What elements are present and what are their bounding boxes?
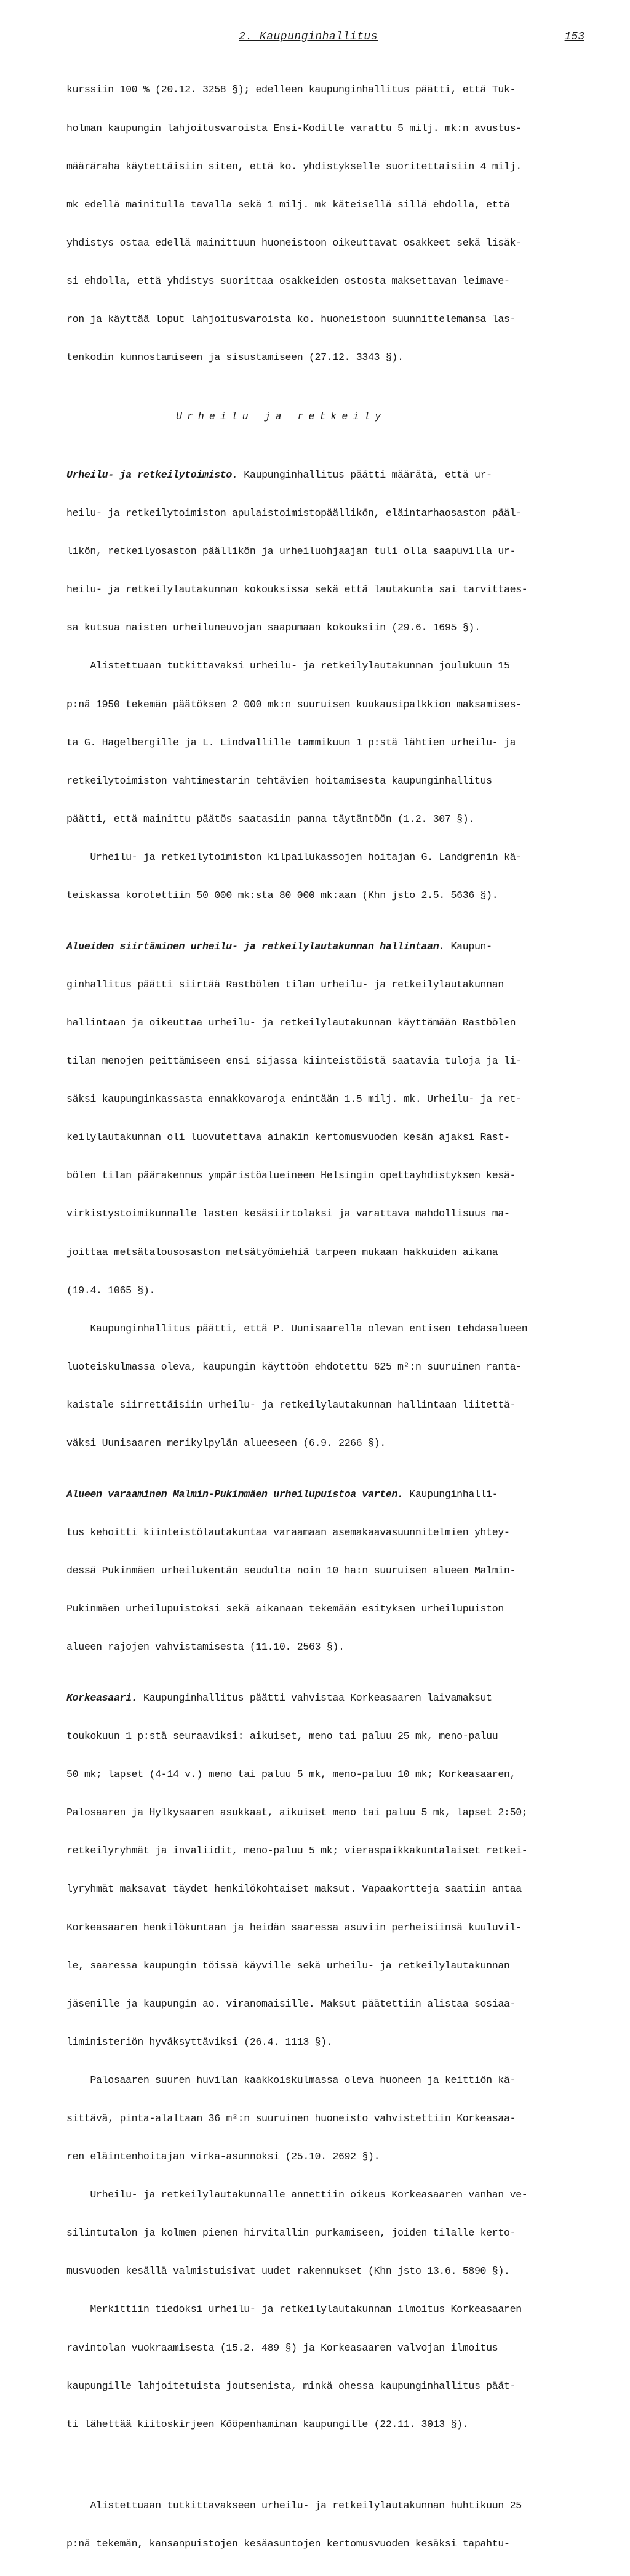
- text-line: teiskassa korotettiin 50 000 mk:sta 80 000 mk:aan (Khn jsto 2.5. 5636 §).: [66, 889, 498, 901]
- text-line: dessä Pukinmäen urheilukentän seudulta noin 10 ha:n suuruisen alueen Malmin-: [66, 1565, 516, 1576]
- text-line: sa kutsua naisten urheiluneuvojan saapumaan kokouksiin (29.6. 1695 §).: [66, 622, 480, 634]
- text-line: yhdistys ostaa edellä mainittuun huoneistoon oikeuttavat osakkeet sekä lisäk-: [66, 236, 522, 249]
- text-line: retkeilytoimiston vahtimestarin tehtävien hoitamisesta kaupunginhallitus: [66, 774, 492, 787]
- text-line: väksi Uunisaaren merikylpylän alueeseen (6.9. 2266 §).: [66, 1437, 386, 1450]
- text-line: ta G. Hagelbergille ja L. Lindvallille tammikuun 1 p:stä lähtien urheilu- ja: [66, 736, 516, 748]
- spacer: [66, 2470, 586, 2474]
- paragraph-first-line: Kaupun-: [444, 940, 492, 952]
- text-line: luoteiskulmassa oleva, kaupungin käyttöön ehdotettu 625 m²:n suuruinen ranta-: [66, 1360, 522, 1373]
- text-line: le, saaressa kaupungin töissä käyville sekä urheilu- ja retkeilylautakunnan: [66, 1959, 510, 1972]
- text-line: [66, 941, 586, 953]
- text-line: [66, 1692, 586, 1705]
- text-line: joittaa metsätalousosaston metsätyömiehiä tarpeen mukaan hakkuiden aikana: [66, 1246, 498, 1258]
- text-line: likön, retkeilyosaston päällikön ja urheiluohjaajan tuli olla saapuvilla ur-: [66, 545, 516, 558]
- text-line: heilu- ja retkeilytoimiston apulaistoimistopäällikön, eläintarhaosaston pääl-: [66, 507, 522, 520]
- paragraph-lead: Alueen varaaminen Malmin-Pukinmäen urheilupuistoa varten.: [66, 1488, 404, 1500]
- body-text: [66, 58, 586, 2576]
- text-line: Korkeasaaren henkilökuntaan ja heidän saaressa asuviin perheisiinsä kuuluvil-: [66, 1921, 522, 1933]
- text-line: (19.4. 1065 §).: [66, 1284, 156, 1296]
- text-line: määräraha käytettäisiin siten, että ko. yhdistykselle suoritettaisiin 4 milj.: [66, 160, 522, 172]
- paragraph-first-line: Kaupunginhallitus päätti määrätä, että ur-: [237, 468, 492, 481]
- running-title: 2. Kaupunginhallitus: [239, 31, 378, 43]
- text-line: hallintaan ja oikeuttaa urheilu- ja retkeilylautakunnan käyttämään Rastbölen: [66, 1016, 516, 1029]
- text-line: ginhallitus päätti siirtää Rastbölen tilan urheilu- ja retkeilylautakunnan: [66, 978, 504, 990]
- paragraph-first-line: Kaupunginhalli-: [403, 1488, 498, 1500]
- text-line: tenkodin kunnostamiseen ja sisustamiseen (27.12. 3343 §).: [66, 351, 404, 364]
- text-line: Urheilu- ja retkeilylautakunnalle annettiin oikeus Korkeasaaren vanhan ve-: [66, 2189, 528, 2201]
- text-line: Kaupunginhallitus päätti, että P. Uunisaarella olevan entisen tehdasalueen: [66, 1322, 528, 1334]
- paragraph-lead: Korkeasaari.: [66, 1691, 138, 1704]
- text-line: ron ja käyttää loput lahjoitusvaroista ko. huoneistoon suunnittelemansa las-: [66, 313, 516, 325]
- page-number: 153: [564, 31, 584, 43]
- text-line: Alistettuaan tutkittavakseen urheilu- ja retkeilylautakunnan huhtikuun 25: [66, 2499, 522, 2511]
- text-line: Palosaaren ja Hylkysaaren asukkaat, aikuiset meno tai paluu 5 mk, lapset 2:50;: [66, 1807, 528, 1819]
- paragraph-lead: Alueiden siirtäminen urheilu- ja retkeilylautakunnan hallintaan.: [66, 940, 445, 952]
- text-line: tilan menojen peittämiseen ensi sijassa kiinteistöistä saatavia tuloja ja li-: [66, 1055, 522, 1067]
- text-line: ren eläintenhoitajan virka-asunnoksi (25.10. 2692 §).: [66, 2151, 380, 2163]
- text-line: p:nä tekemän, kansanpuistojen kesäasuntojen kertomusvuoden kesäksi tapahtu-: [66, 2538, 510, 2550]
- section-heading: Urheilu ja retkeily: [176, 410, 386, 422]
- text-line: silintutalon ja kolmen pienen hirvitallin purkamiseen, joiden tilalle kerto-: [66, 2227, 516, 2239]
- text-line: jäsenille ja kaupungin ao. viranomaisille. Maksut päätettiin alistaa sosiaa-: [66, 1997, 516, 2010]
- text-line: Alistettuaan tutkittavaksi urheilu- ja retkeilylautakunnan joulukuun 15: [66, 660, 510, 672]
- text-line: [66, 469, 586, 482]
- page-header: [48, 31, 584, 46]
- text-line: kurssiin 100 % (20.12. 3258 §); edelleen kaupunginhallitus päätti, että Tuk-: [66, 84, 516, 96]
- text-line: toukokuun 1 p:stä seuraaviksi: aikuiset, meno tai paluu 25 mk, meno-paluu: [66, 1730, 498, 1743]
- text-line: Urheilu- ja retkeilytoimiston kilpailukassojen hoitajan G. Landgrenin kä-: [66, 851, 522, 863]
- text-line: mk edellä mainitulla tavalla sekä 1 milj. mk käteisellä sillä ehdolla, että: [66, 198, 510, 211]
- text-line: kaistale siirrettäisiin urheilu- ja retkeilylautakunnan hallintaan liitettä-: [66, 1398, 516, 1411]
- text-line: bölen tilan päärakennus ympäristöalueineen Helsingin opettayhdistyksen kesä-: [66, 1170, 516, 1182]
- text-line: ravintolan vuokraamisesta (15.2. 489 §) ja Korkeasaaren valvojan ilmoitus: [66, 2341, 498, 2354]
- text-line: virkistystoimikunnalle lasten kesäsiirtolaksi ja varattava mahdollisuus ma-: [66, 1208, 510, 1220]
- text-line: ti lähettää kiitoskirjeen Kööpenhaminan kaupungille (22.11. 3013 §).: [66, 2418, 469, 2430]
- text-line: lyryhmät maksavat täydet henkilökohtaiset maksut. Vapaakortteja saatiin antaa: [66, 1883, 522, 1895]
- text-line: liministeriön hyväksyttäviksi (26.4. 1113 §).: [66, 2036, 333, 2048]
- text-line: tus kehoitti kiinteistölautakuntaa varaamaan asemakaavasuunnitelmien yhtey-: [66, 1526, 510, 1538]
- text-line: alueen rajojen vahvistamisesta (11.10. 2563 §).: [66, 1641, 345, 1653]
- text-line: holman kaupungin lahjoitusvaroista Ensi-Kodille varattu 5 milj. mk:n avustus-: [66, 122, 522, 134]
- text-line: 50 mk; lapset (4-14 v.) meno tai paluu 5 mk, meno-paluu 10 mk; Korkeasaaren,: [66, 1768, 516, 1781]
- text-line: [66, 1488, 586, 1501]
- text-line: Pukinmäen urheilupuistoksi sekä aikanaan tekemään esityksen urheilupuiston: [66, 1603, 504, 1615]
- paragraph-first-line: Kaupunginhallitus päätti vahvistaa Korkeasaaren laivamaksut: [137, 1691, 492, 1704]
- text-line: keilylautakunnan oli luovutettava ainakin kertomusvuoden kesän ajaksi Rast-: [66, 1131, 510, 1144]
- text-line: musvuoden kesällä valmistuisivat uudet rakennukset (Khn jsto 13.6. 5890 §).: [66, 2265, 510, 2277]
- paragraph-lead: Urheilu- ja retkeilytoimisto.: [66, 468, 238, 481]
- text-line: Palosaaren suuren huvilan kaakkoiskulmassa oleva huoneen ja keittiön kä-: [66, 2074, 516, 2086]
- text-line: säksi kaupunginkassasta ennakkovaroja enintään 1.5 milj. mk. Urheilu- ja ret-: [66, 1093, 522, 1105]
- text-line: p:nä 1950 tekemän päätöksen 2 000 mk:n suuruisen kuukausipalkkion maksamises-: [66, 698, 522, 710]
- text-line: Merkittiin tiedoksi urheilu- ja retkeilylautakunnan ilmoitus Korkeasaaren: [66, 2303, 522, 2316]
- text-line: heilu- ja retkeilylautakunnan kokouksissa sekä että lautakunta sai tarvittaes-: [66, 584, 528, 596]
- text-line: sittävä, pinta-alaltaan 36 m²:n suuruinen huoneisto vahvistettiin Korkeasaa-: [66, 2113, 516, 2125]
- text-line: retkeilyryhmät ja invaliidit, meno-paluu 5 mk; vieraspaikkakuntalaiset retkei-: [66, 1845, 528, 1857]
- text-line: kaupungille lahjoitetuista joutsenista, minkä ohessa kaupunginhallitus päät-: [66, 2380, 516, 2392]
- text-line: päätti, että mainittu päätös saatasiin panna täytäntöön (1.2. 307 §).: [66, 813, 474, 825]
- text-line: si ehdolla, että yhdistys suorittaa osakkeiden ostosta maksettavan leimave-: [66, 275, 510, 287]
